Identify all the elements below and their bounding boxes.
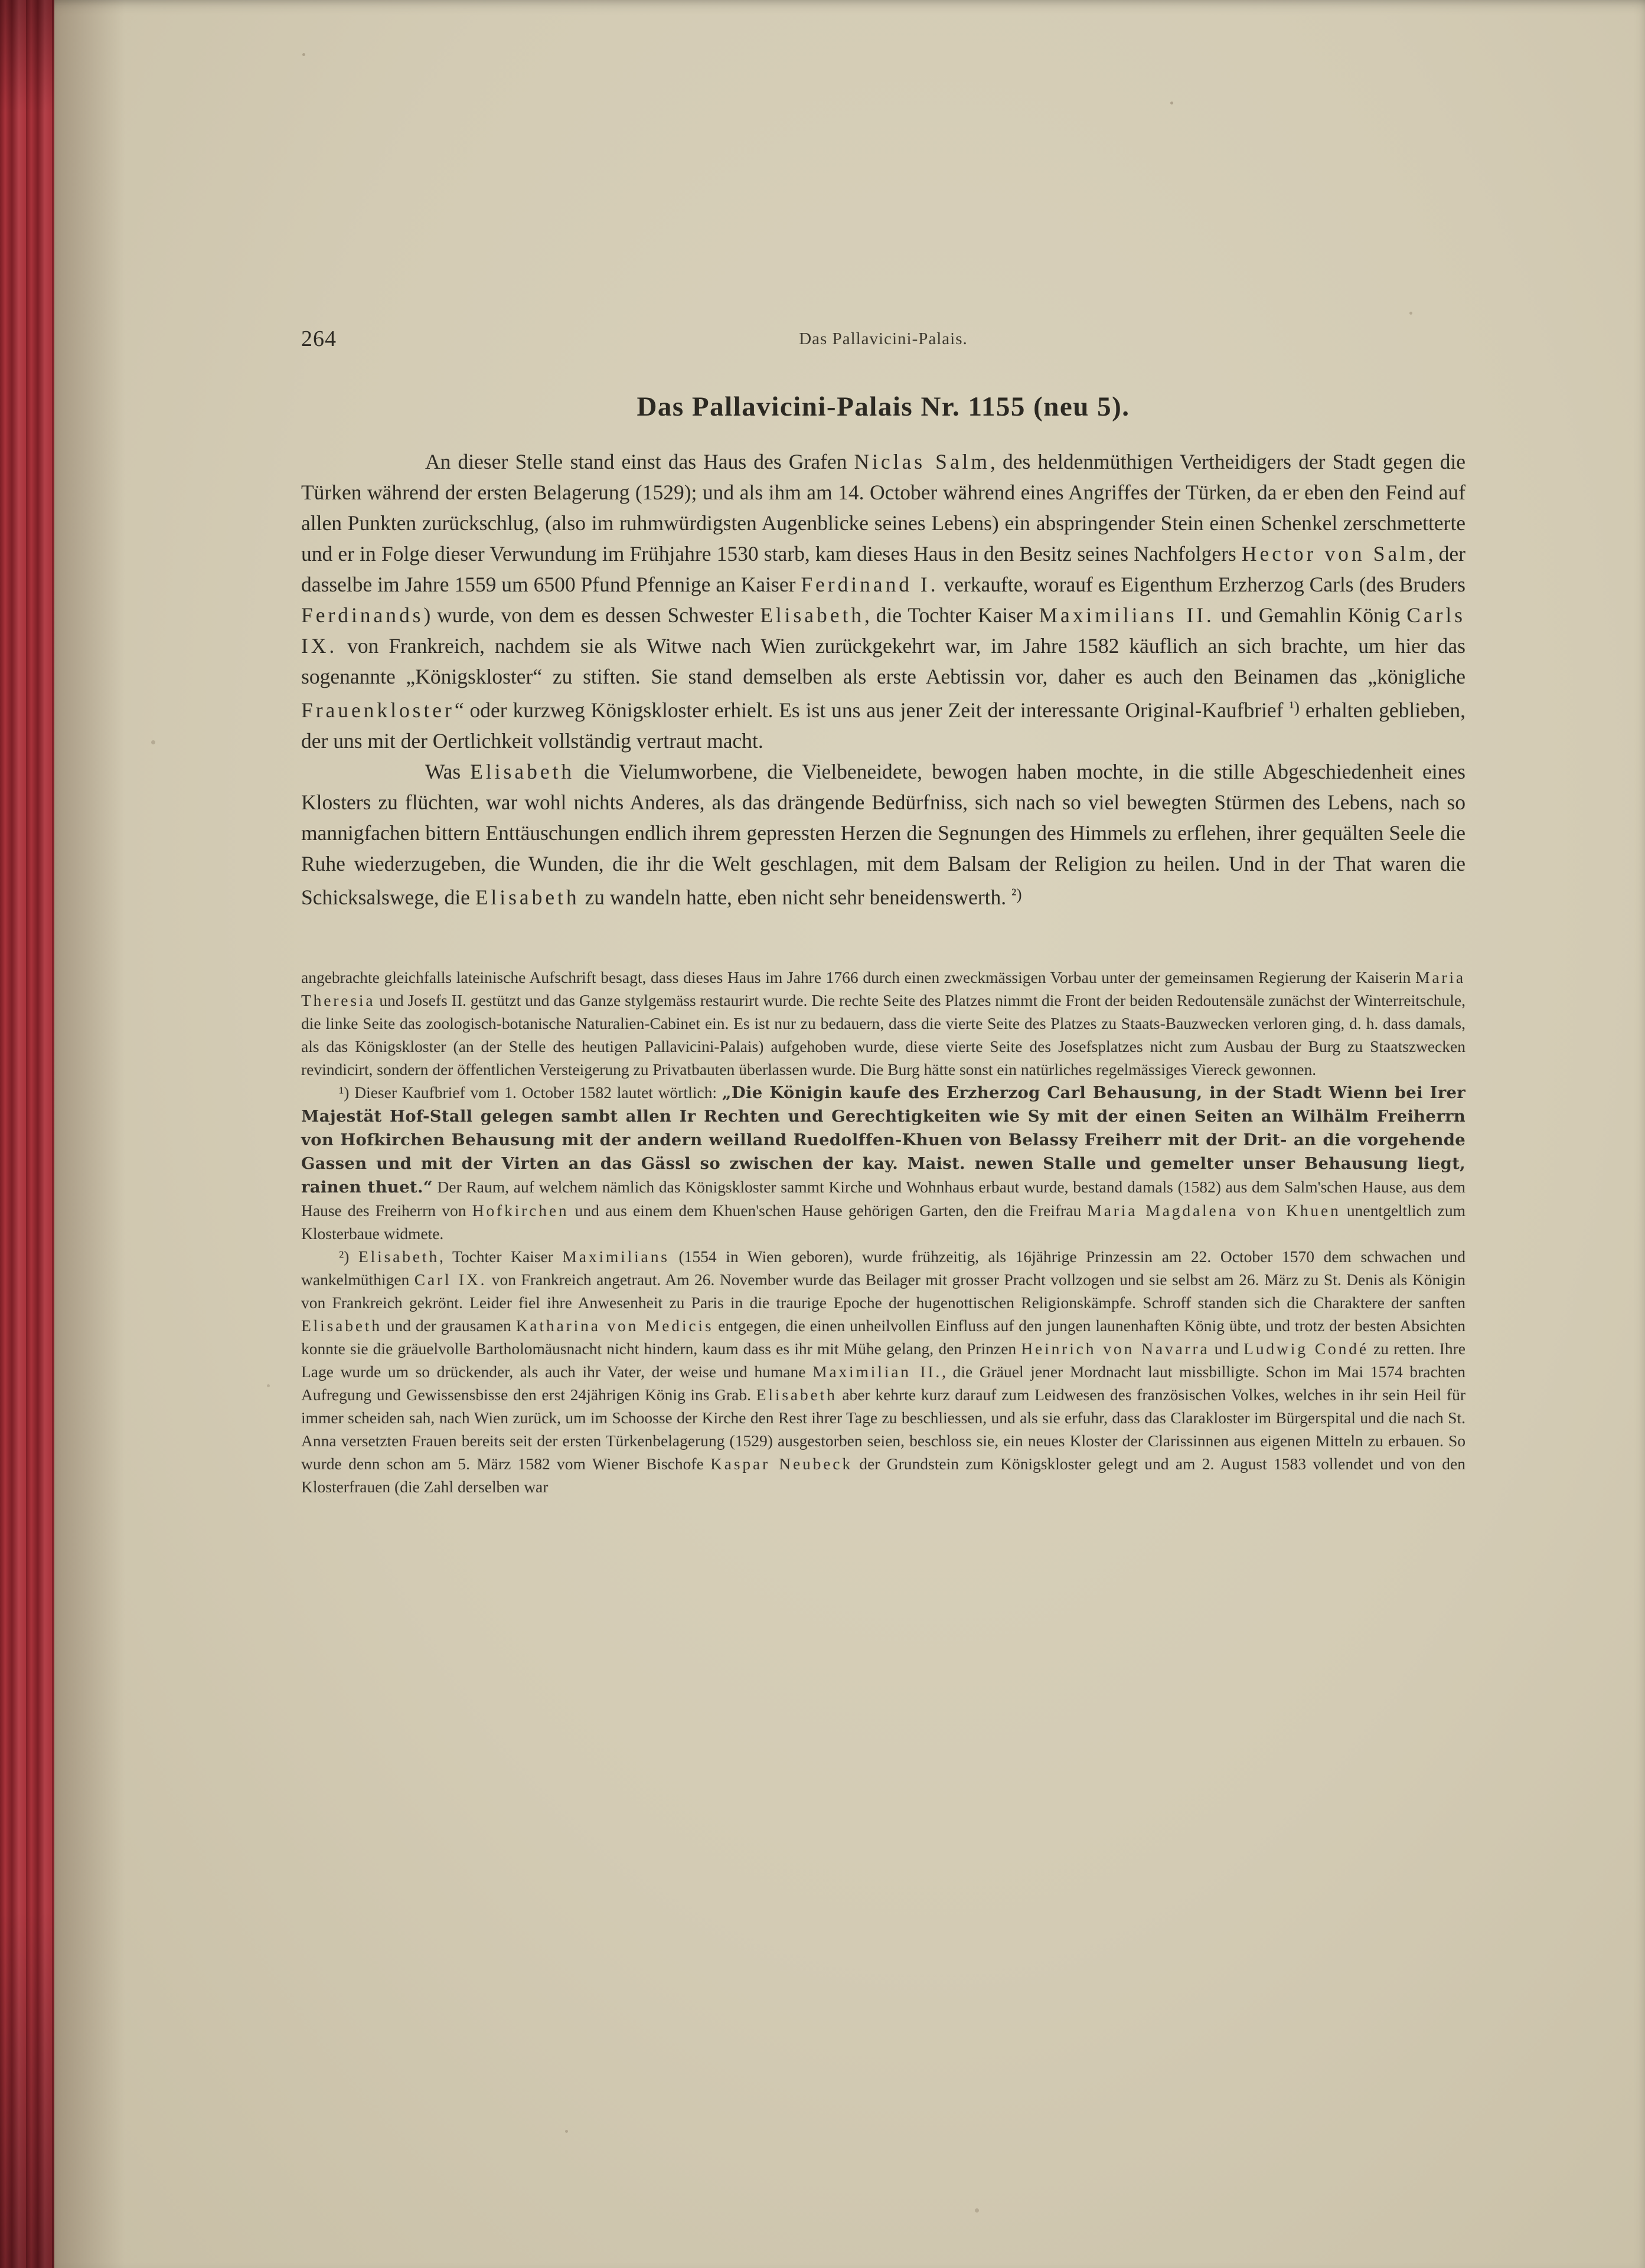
body-paragraph-1: An dieser Stelle stand einst das Haus des Grafen Niclas Salm, des heldenmüthigen Vertheidigers der Stadt gegen die Türken während der ersten Belagerung (1529); und als ihm am 14. October während eines Angriffes der Türken, da er eben den Feind auf allen Punkten zurückschlug, (also im ruhmwürdigsten Augenblicke seines Lebens) ein abspringender Stein einen Schenkel zerschmetterte und er in Folge dieser Verwundung im Frühjahre 1530 starb, kam dieses Haus in den Besitz seines Nachfolgers Hector von Salm, der dasselbe im Jahre 1559 um 6500 Pfund Pfennige an Kaiser Ferdinand I. verkaufte, worauf es Eigenthum Erzherzog Carls (des Bruders Ferdinands) wurde, von dem es dessen Schwester Elisabeth, die Tochter Kaiser Maximilians II. und Gemahlin König Carls IX. von Frankreich, nachdem sie als Witwe nach Wien zurückgekehrt war, im Jahre 1582 käuflich an sich brachte, um hier das sogenannte „Königskloster“ zu stiften. Sie stand demselben als erste Aebtissin vor, daher es auch den Beinamen das „königliche Frauenkloster“ oder kurzweg Königskloster erhielt. Es ist uns aus jener Zeit der interessante Original-Kaufbrief $^{^1)}$ erhalten geblieben, der uns mit der Oertlichkeit vollständig vertraut macht.	[301, 450, 1466, 753]
body-text	[301, 446, 1466, 913]
footnote-1: ¹) Dieser Kaufbrief vom 1. October 1582 lautet wörtlich: „Die Königin kaufe des Erzherzog Carl Behausung, in der Stadt Wienn bei Irer Majestät Hof-Stall gelegen sambt allen Ir Rechten und Gerechtigkeiten wie Sy mit der einen Seiten an Wilhälm Freiherrn von Hofkirchen Behausung mit der andern weilland Ruedolffen-Khuen von Belassy Freiherr mit der Drit- an die vorgehende Gassen und mit der Virten an das Gässl so zwischen der kay. Maist. newen Stalle und gemelter unser Behausung liegt, rainen thuet.“ Der Raum, auf welchem nämlich das Königskloster sammt Kirche und Wohnhaus erbaut wurde, bestand damals (1582) aus dem Salm'schen Hause, aus dem Hause des Freiherrn von Hofkirchen und aus einem dem Khuen'schen Hause gehörigen Garten, den die Freifrau Maria Magdalena von Khuen unentgeltlich zum Klosterbaue widmete.	[301, 1083, 1466, 1243]
page	[54, 0, 1645, 2268]
footnotes	[301, 966, 1466, 1498]
page-header	[301, 326, 1466, 357]
body-paragraph-2: Was Elisabeth die Vielumworbene, die Vielbeneidete, bewogen haben mochte, in die stille Abgeschiedenheit eines Klosters zu flüchten, war wohl nichts Anderes, als das drängende Bedürfniss, sich nach so viel bewegten Stürmen des Lebens, nach so mannigfachen bittern Enttäuschungen endlich ihrem gepressten Herzen die Segnungen des Himmels zu erflehen, ihrer gequälten Seele die Ruhe wiederzugeben, die Wunden, die ihr die Welt geschlagen, mit dem Balsam der Religion zu heilen. Und in der That waren die Schicksalswege, die Elisabeth zu wandeln hatte, eben nicht sehr beneidenswerth. $^{^2)}$	[301, 759, 1466, 909]
footnote-continuation: angebrachte gleichfalls lateinische Aufschrift besagt, dass dieses Haus im Jahre 1766 durch einen zweckmässigen Vorbau unter der gemeinsamen Regierung der Kaiserin Maria Theresia und Josefs II. gestützt und das Ganze stylgemäss restaurirt wurde. Die rechte Seite des Platzes nimmt die Front der beiden Redoutensäle zunächst der Winterreitschule, die linke Seite das zoologisch-botanische Naturalien-Cabinet ein. Es ist nur zu bedauern, dass die vierte Seite des Platzes zu Staats-Bauzwecken verloren ging, d. h. dass damals, als das Königskloster (an der Stelle des heutigen Pallavicini-Palais) aufgehoben wurde, diese vierte Seite des Josefsplatzes nicht zum Ausbau der Burg zu Staatszwecken revindicirt, sondern der öffentlichen Versteigerung zu Privatbauten überlassen wurde. Die Burg hätte sonst ein natürliches regelmässiges Viereck gewonnen.	[301, 968, 1466, 1079]
footnote-2: ²) Elisabeth, Tochter Kaiser Maximilians (1554 in Wien geboren), wurde frühzeitig, als 16jährige Prinzessin am 22. October 1570 dem schwachen und wankelmüthigen Carl IX. von Frankreich angetraut. Am 26. November wurde das Beilager mit grosser Pracht vollzogen und sie selbst am 26. März zu St. Denis als Königin von Frankreich gekrönt. Leider fiel ihre Anwesenheit zu Paris in die traurige Epoche der hugenottischen Religionskämpfe. Schroff standen sich die Charaktere der sanften Elisabeth und der grausamen Katharina von Medicis entgegen, die einen unheilvollen Einfluss auf den jungen launenhaften König übte, und trotz der besten Absichten konnte sie die gräuelvolle Bartholomäusnacht nicht hindern, kaum dass es ihr mit Mühe gelang, den Prinzen Heinrich von Navarra und Ludwig Condé zu retten. Ihre Lage wurde um so drückender, als auch ihr Vater, der weise und humane Maximilian II., die Gräuel jener Mordnacht laut missbilligte. Schon im Mai 1574 brachten Aufregung und Gewissensbisse den erst 24jährigen König ins Grab. Elisabeth aber kehrte kurz darauf zum Leidwesen des französischen Volkes, welches in ihr sein Heil für immer scheiden sah, nach Wien zurück, um im Schoosse der Kirche den Rest ihrer Tage zu beschliessen, und als sie erfuhr, dass das Clarakloster im Bürgerspital und die nach St. Anna versetzten Frauen bereits seit der ersten Türkenbelagerung (1529) ausgestorben seien, beschloss sie, ein neues Kloster der Clarissinnen aus eigenen Mitteln zu erbauen. So wurde denn schon am 5. März 1582 vom Wiener Bischofe Kaspar Neubeck der Grundstein zum Königskloster gelegt und am 2. August 1583 vollendet und von den Klosterfrauen (die Zahl derselben war	[301, 1247, 1466, 1496]
chapter-title: Das Pallavicini-Palais Nr. 1155 (neu 5).	[637, 391, 1130, 422]
book-binding-edge	[0, 0, 54, 2268]
page-content	[301, 0, 1466, 1498]
page-number: 264	[301, 326, 337, 351]
running-head: Das Pallavicini-Palais.	[799, 329, 968, 348]
